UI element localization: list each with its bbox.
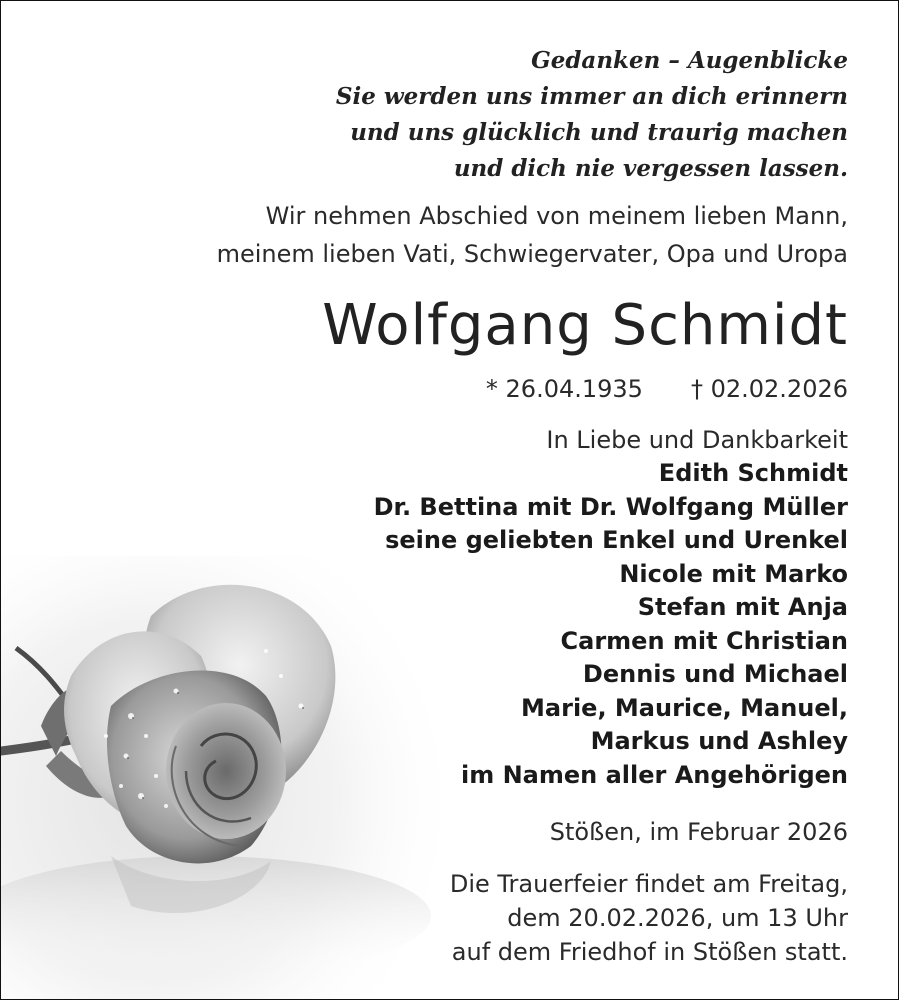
mourner-line: Dennis und Michael xyxy=(582,660,848,688)
poem-line: Sie werden uns immer an dich erinnern xyxy=(335,83,848,110)
mourner-line: Stefan mit Anja xyxy=(637,593,848,621)
farewell-intro xyxy=(217,197,848,273)
place-and-date: Stößen, im Februar 2026 xyxy=(549,818,848,846)
poem-line: und dich nie vergessen lassen. xyxy=(453,155,848,182)
death-date: † 02.02.2026 xyxy=(690,375,848,403)
mourner-line: seine geliebten Enkel und Urenkel xyxy=(385,526,848,554)
mourner-line: Nicole mit Marko xyxy=(619,559,848,588)
funeral-info xyxy=(450,867,848,969)
poem-line: Gedanken – Augenblicke xyxy=(531,47,848,74)
mourner-line: Marie, Maurice, Manuel, xyxy=(521,693,848,722)
funeral-line: dem 20.02.2026, um 13 Uhr xyxy=(507,904,848,932)
intro-line: meinem lieben Vati, Schwiegervater, Opa und Uropa xyxy=(216,240,848,268)
poem-line: und uns glücklich und traurig machen xyxy=(350,119,848,146)
mourners-list xyxy=(374,457,848,792)
poem-verse xyxy=(336,43,848,187)
mourner-line: Edith Schmidt xyxy=(658,459,848,487)
mourner-line: Markus und Ashley xyxy=(590,727,848,755)
signoff: In Liebe und Dankbarkeit xyxy=(546,426,848,454)
intro-line: Wir nehmen Abschied von meinem lieben Mann, xyxy=(265,202,848,230)
mourner-line: Carmen mit Christian xyxy=(560,626,848,655)
mourner-line: im Namen aller Angehörigen xyxy=(460,760,848,789)
funeral-line: Die Trauerfeier findet am Freitag, xyxy=(449,870,848,898)
deceased-name: Wolfgang Schmidt xyxy=(322,293,848,358)
life-dates xyxy=(486,371,848,407)
mourner-line: Dr. Bettina mit Dr. Wolfgang Müller xyxy=(373,492,848,521)
birth-date: * 26.04.1935 xyxy=(485,375,643,403)
funeral-line: auf dem Friedhof in Stößen statt. xyxy=(451,938,848,966)
